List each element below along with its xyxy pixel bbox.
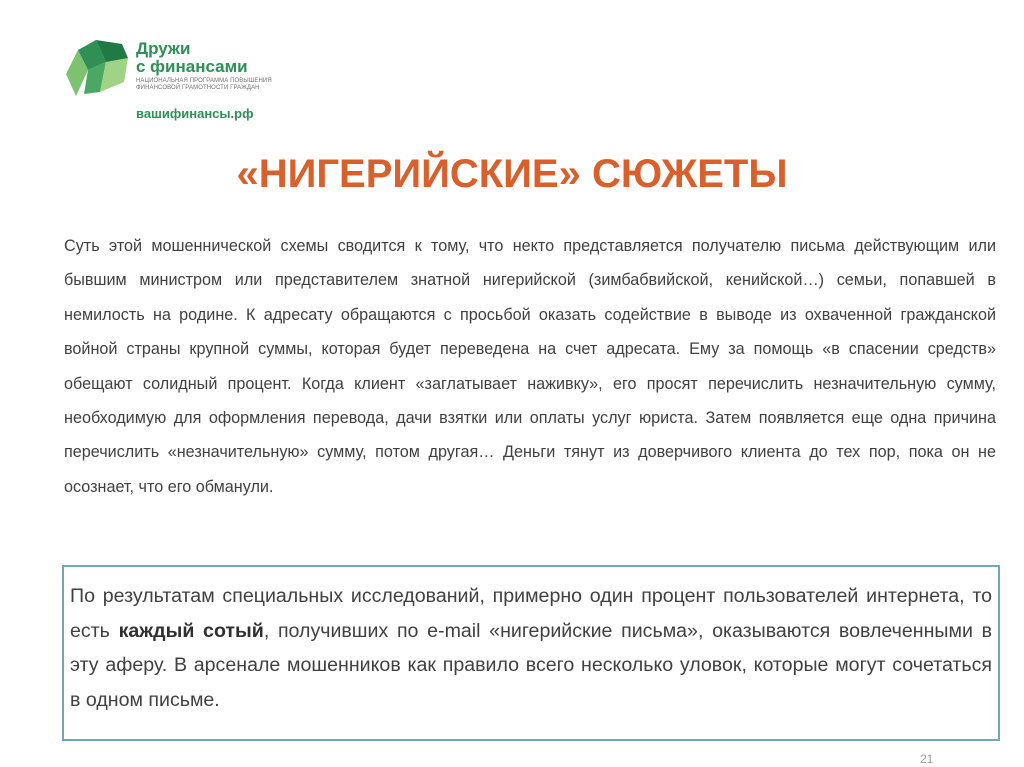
callout-box xyxy=(62,565,1000,741)
body-paragraph: Суть этой мошеннической схемы сводится к тому, что некто представляется получателю письма действующим или бывшим министром или представителем знатной нигерийской (зимбабвийской, кенийской…) семьи, попавшей в немилость на родине. К адресату обращаются с просьбой оказать содействие в выводе из охваченной гражданской войной страны крупной суммы, которая будет переведена на счет адресата. Ему за помощь «в спасении средств» обещают солидный процент. Когда клиент «заглатывает наживку», его просят перечислить незначительную сумму, необходимую для оформления перевода, дачи взятки или оплаты услуг юриста. Затем появляется еще одна причина перечислить «незначительную» сумму, потом другая… Деньги тянут из доверчивого клиента до тех пор, пока он не осознает, что его обманули. xyxy=(64,237,996,496)
logo-name-line1: Дружи xyxy=(136,39,191,58)
logo xyxy=(66,40,286,130)
callout-text xyxy=(70,579,992,717)
callout-text-part1: По результатам специальных исследований, примерно один процент пользователей интернета, то есть xyxy=(70,585,992,642)
callout-text-part2: , получивших по e-mail «нигерийские письма», оказываются вовлеченными в эту аферу. В арсенале мошенников как правило всего несколько уловок, которые могут сочетаться в одном письме. xyxy=(70,619,992,711)
logo-mark-icon xyxy=(66,40,128,96)
logo-subtitle: НАЦИОНАЛЬНАЯ ПРОГРАММА ПОВЫШЕНИЯ ФИНАНСОВОЙ ГРАМОТНОСТИ ГРАЖДАН xyxy=(136,78,272,91)
logo-site-link[interactable]: вашифинансы.рф xyxy=(136,106,254,121)
callout-text-bold: каждый сотый xyxy=(118,619,264,642)
page-number: 21 xyxy=(920,752,934,766)
logo-name-line2: с финансами xyxy=(136,57,248,76)
slide-title: «НИГЕРИЙСКИЕ» СЮЖЕТЫ xyxy=(236,152,788,196)
logo-name xyxy=(136,40,248,76)
